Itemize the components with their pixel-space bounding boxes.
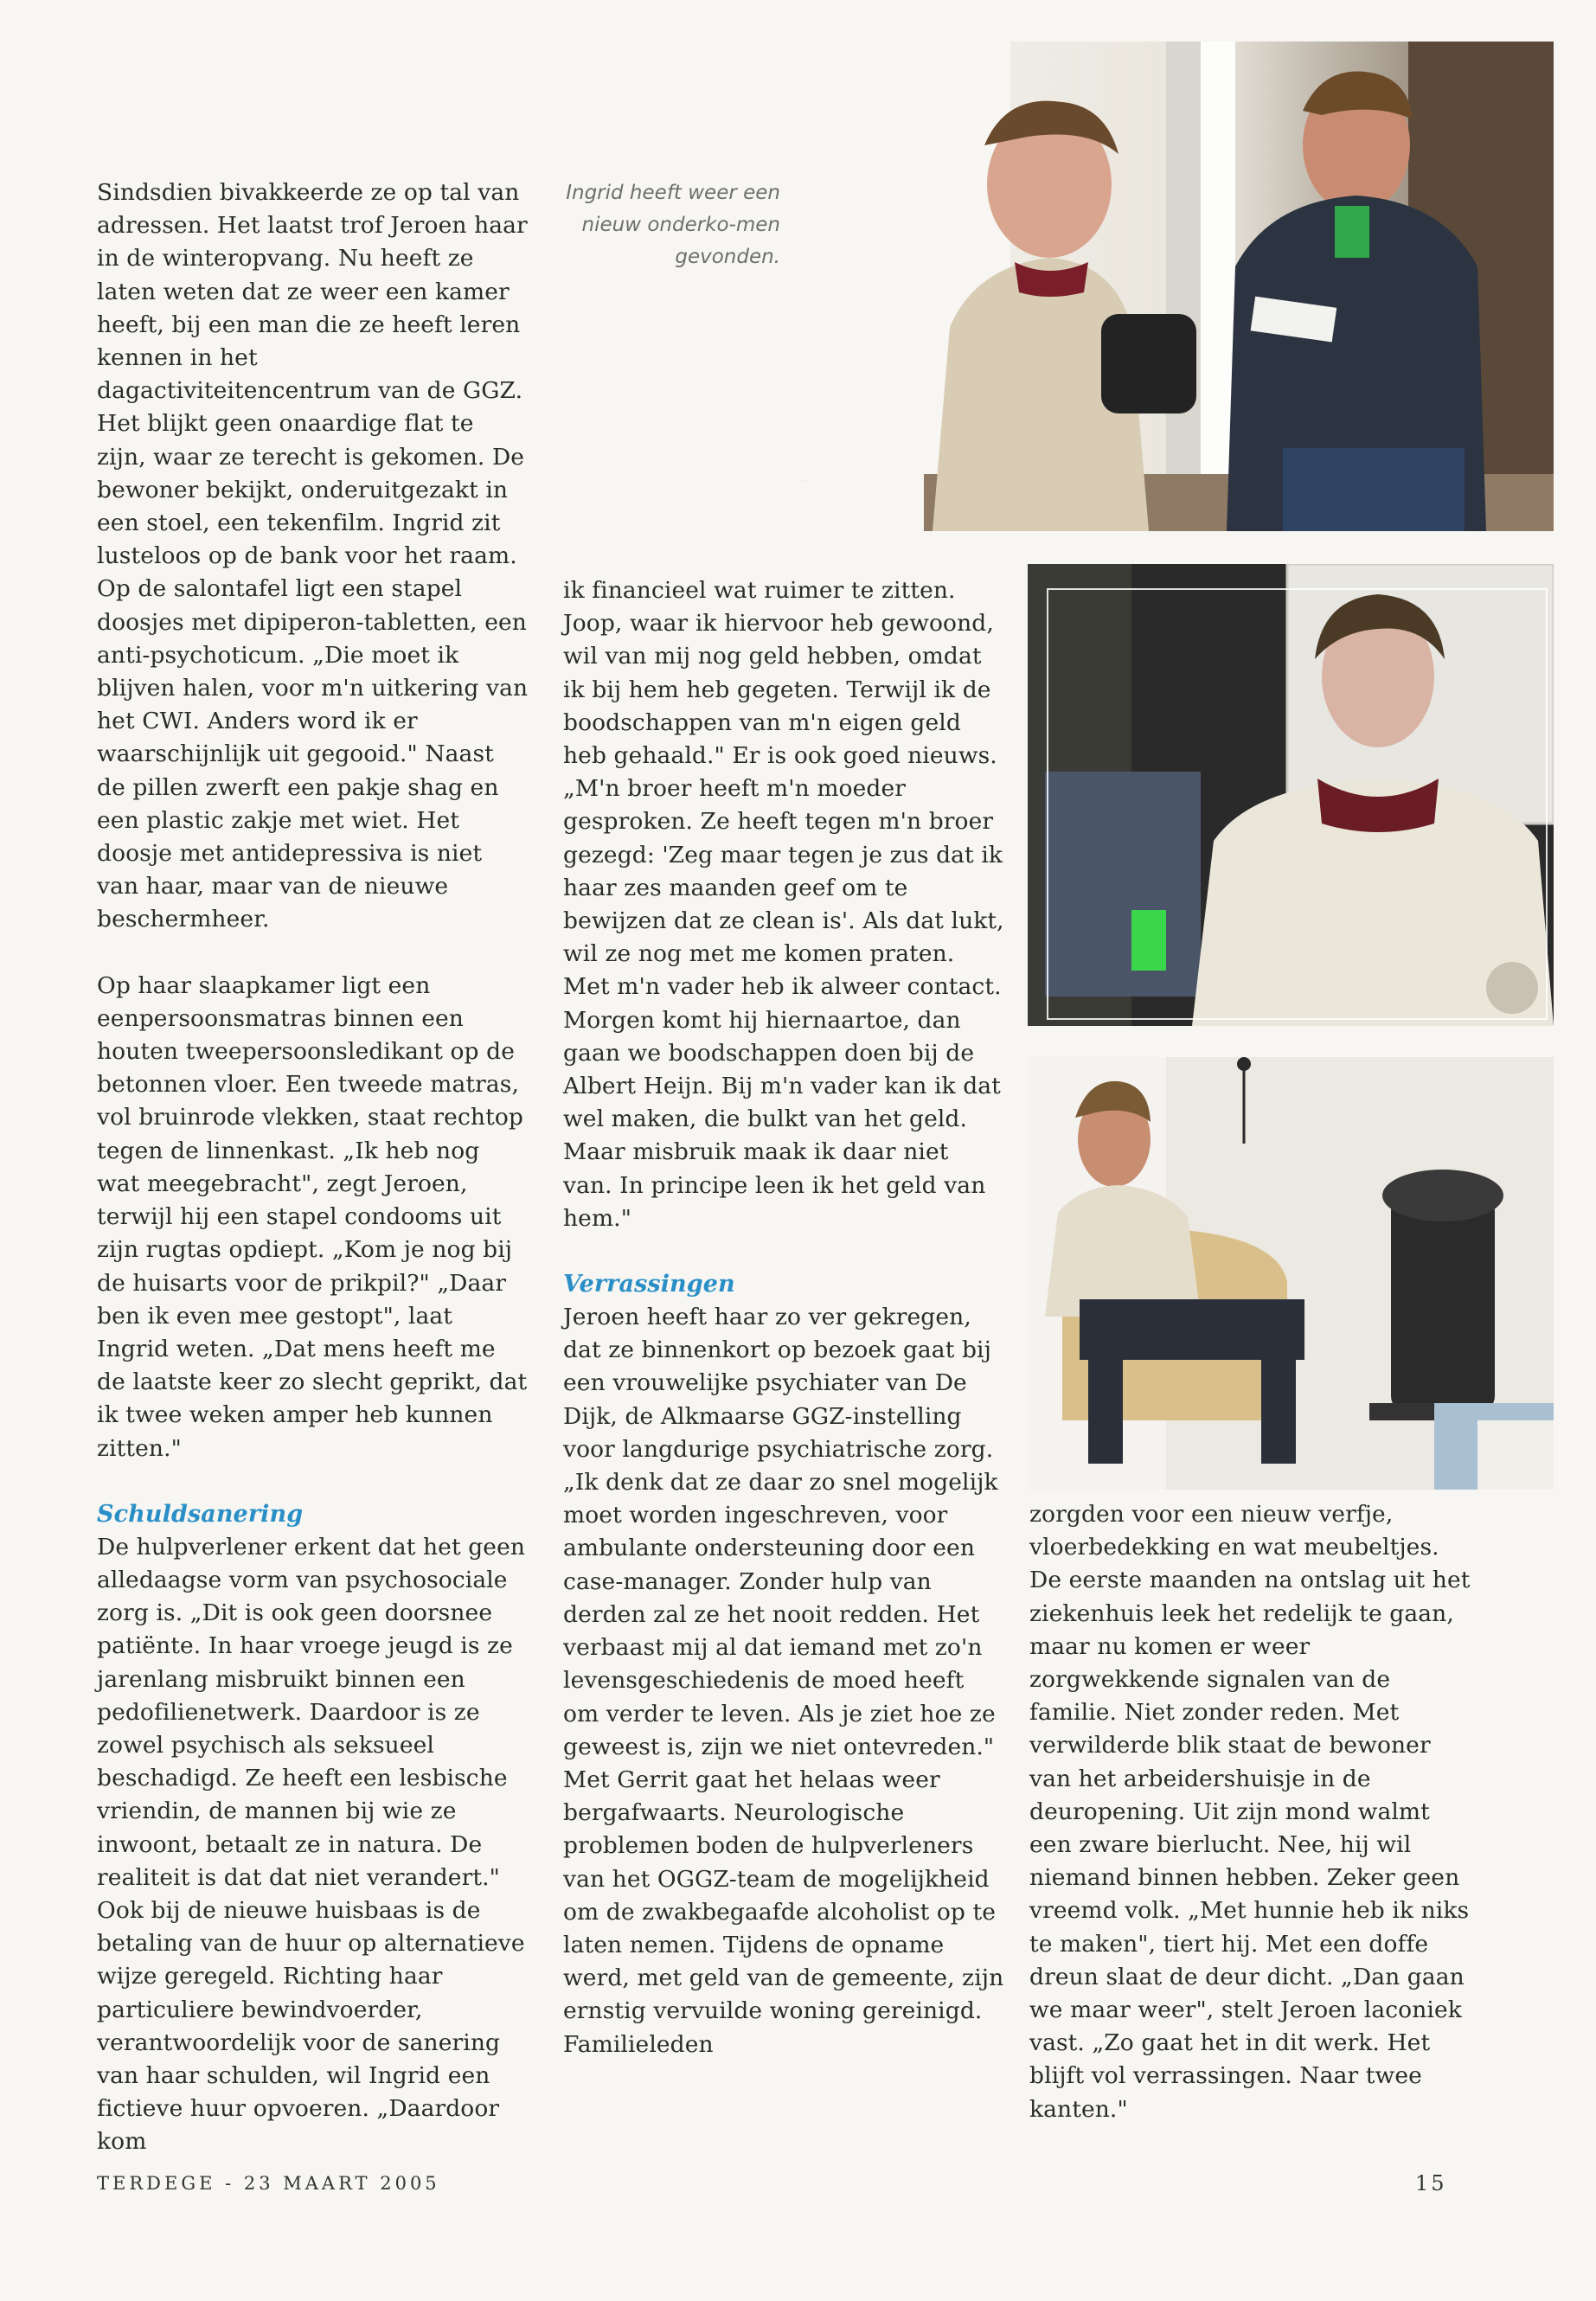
paragraph: De hulpverlener erkent dat het geen alledaagse vorm van psychosociale zorg is. „Dit is ook geen doorsnee patiënte. In haar vroege jeugd is ze jarenlang misbruikt binnen een pedofilienetwerk. Daardoor is ze zowel psychisch als seksueel beschadigd. Ze heeft een lesbische vriendin, de mannen bij wie ze inwoont, betaalt ze in natura. De realiteit is dat dat niet verandert." Ook bij de nieuwe huisbaas is de betaling van de huur op alternatieve wijze geregeld. Richting haar particuliere bewindvoerder, verantwoordelijk voor de sanering van haar schulden, wil Ingrid een fictieve huur opvoeren. „Daardoor kom [97,1533,526,2156]
article-column-2 [563,574,1004,2061]
page-number: 15 [1415,2171,1447,2195]
paragraph: Jeroen heeft haar zo ver gekregen, dat ze binnenkort op bezoek gaat bij een vrouwelijke psychiater van De Dijk, de Alkmaarse GGZ-instelling voor langdurige psychiatrische zorg. „Ik denk dat ze daar zo snel mogelijk moet worden ingeschreven, voor ambulante ondersteuning door een case-manager. Zonder hulp van derden zal ze het nooit redden. Het verbaast mij al dat iemand met zo'n levensgeschiedenis de moed heeft om verder te leven. Als je ziet hoe ze geweest is, zijn we niet ontevreden." Met Gerrit gaat het helaas weer bergafwaarts. Neurologische problemen boden de hulpverleners van het OGGZ-team de mogelijkheid om de zwakbegaafde alcoholist op te laten nemen. Tijdens de opname werd, met geld van de gemeente, zijn ernstig vervuilde woning gereinigd. Familieleden [563,1304,1004,2058]
article-column-3 [1029,1498,1471,2126]
article-column-1 [97,176,529,2159]
photo-ingrid-and-jeroen [803,42,1554,531]
photo-caption: Ingrid heeft weer een nieuw onderko-men gevonden. [566,182,780,268]
section-heading-schuldsanering: Schuldsanering [97,1500,304,1528]
photo-ingrid-portrait [1028,564,1554,1026]
section-heading-verrassingen: Verrassingen [563,1271,735,1298]
photo-gerrit-in-chair [1028,1057,1554,1490]
footer-publication: TERDEGE - 23 MAART 2005 [97,2173,440,2194]
paragraph: Op haar slaapkamer ligt een eenpersoonsmatras binnen een houten tweepersoonsledikant op de betonnen vloer. Een tweede matras, vol bruinrode vlekken, staat rechtop tegen de linnenkast. „Ik heb nog wat meegebracht", zegt Jeroen, terwijl hij een stapel condooms uit zijn rugtas opdiept. „Kom je nog bij de huisarts voor de prikpil?" „Daar ben ik even mee gestopt", laat Ingrid weten. „Dat mens heeft me de laatste keer zo slecht geprikt, dat ik twee weken amper heb kunnen zitten." [97,971,528,1462]
paragraph: Sindsdien bivakkeerde ze op tal van adressen. Het laatst trof Jeroen haar in de winteropvang. Nu heeft ze laten weten dat ze weer een kamer heeft, bij een man die ze heeft leren kennen in het dagactiviteitencentrum van de GGZ. Het blijkt geen onaardige flat te zijn, waar ze terecht is gekomen. De bewoner bekijkt, onderuitgezakt in een stoel, een tekenfilm. Ingrid zit lusteloos op de bank voor het raam. Op de salontafel ligt een stapel doosjes met dipiperon-tabletten, een anti-psychoticum. „Die moet ik blijven halen, voor m'n uitkering van het CWI. Anders word ik er waarschijnlijk uit gegooid." Naast de pillen zwerft een pakje shag en een plastic zakje met wiet. Het doosje met antidepressiva is niet van haar, maar van de nieuwe beschermheer. [97,179,529,933]
paragraph: ik financieel wat ruimer te zitten. Joop, waar ik hiervoor heb gewoond, wil van mij nog geld hebben, omdat ik bij hem heb gegeten. Terwijl ik de boodschappen van m'n eigen geld heb gehaald." Er is ook goed nieuws. „M'n broer heeft m'n moeder gesproken. Ze heeft tegen m'n broer gezegd: 'Zeg maar tegen je zus dat ik haar zes maanden geef om te bewijzen dat ze clean is'. Als dat lukt, wil ze nog met me komen praten. Met m'n vader heb ik alweer contact. Morgen komt hij hiernaartoe, dan gaan we boodschappen doen bij de Albert Heijn. Bij m'n vader kan ik dat wel maken, die bulkt van het geld. Maar misbruik maak ik daar niet van. In principe leen ik het geld van hem." [563,577,1004,1232]
paragraph: zorgden voor een nieuw verfje, vloerbedekking en wat meubeltjes. De eerste maanden na ontslag uit het ziekenhuis leek het redelijk te gaan, maar nu komen er weer zorgwekkende signalen van de familie. Niet zonder reden. Met verwilderde blik staat de bewoner van het arbeidershuisje in de deuropening. Uit zijn mond walmt een zware bierlucht. Nee, hij wil niemand binnen hebben. Zeker geen vreemd volk. „Met hunnie heb ik niks te maken", tiert hij. Met een doffe dreun slaat de deur dicht. „Dan gaan we maar weer", stelt Jeroen laconiek vast. „Zo gaat het in dit werk. Het blijft vol verrassingen. Naar twee kanten." [1029,1501,1471,2123]
